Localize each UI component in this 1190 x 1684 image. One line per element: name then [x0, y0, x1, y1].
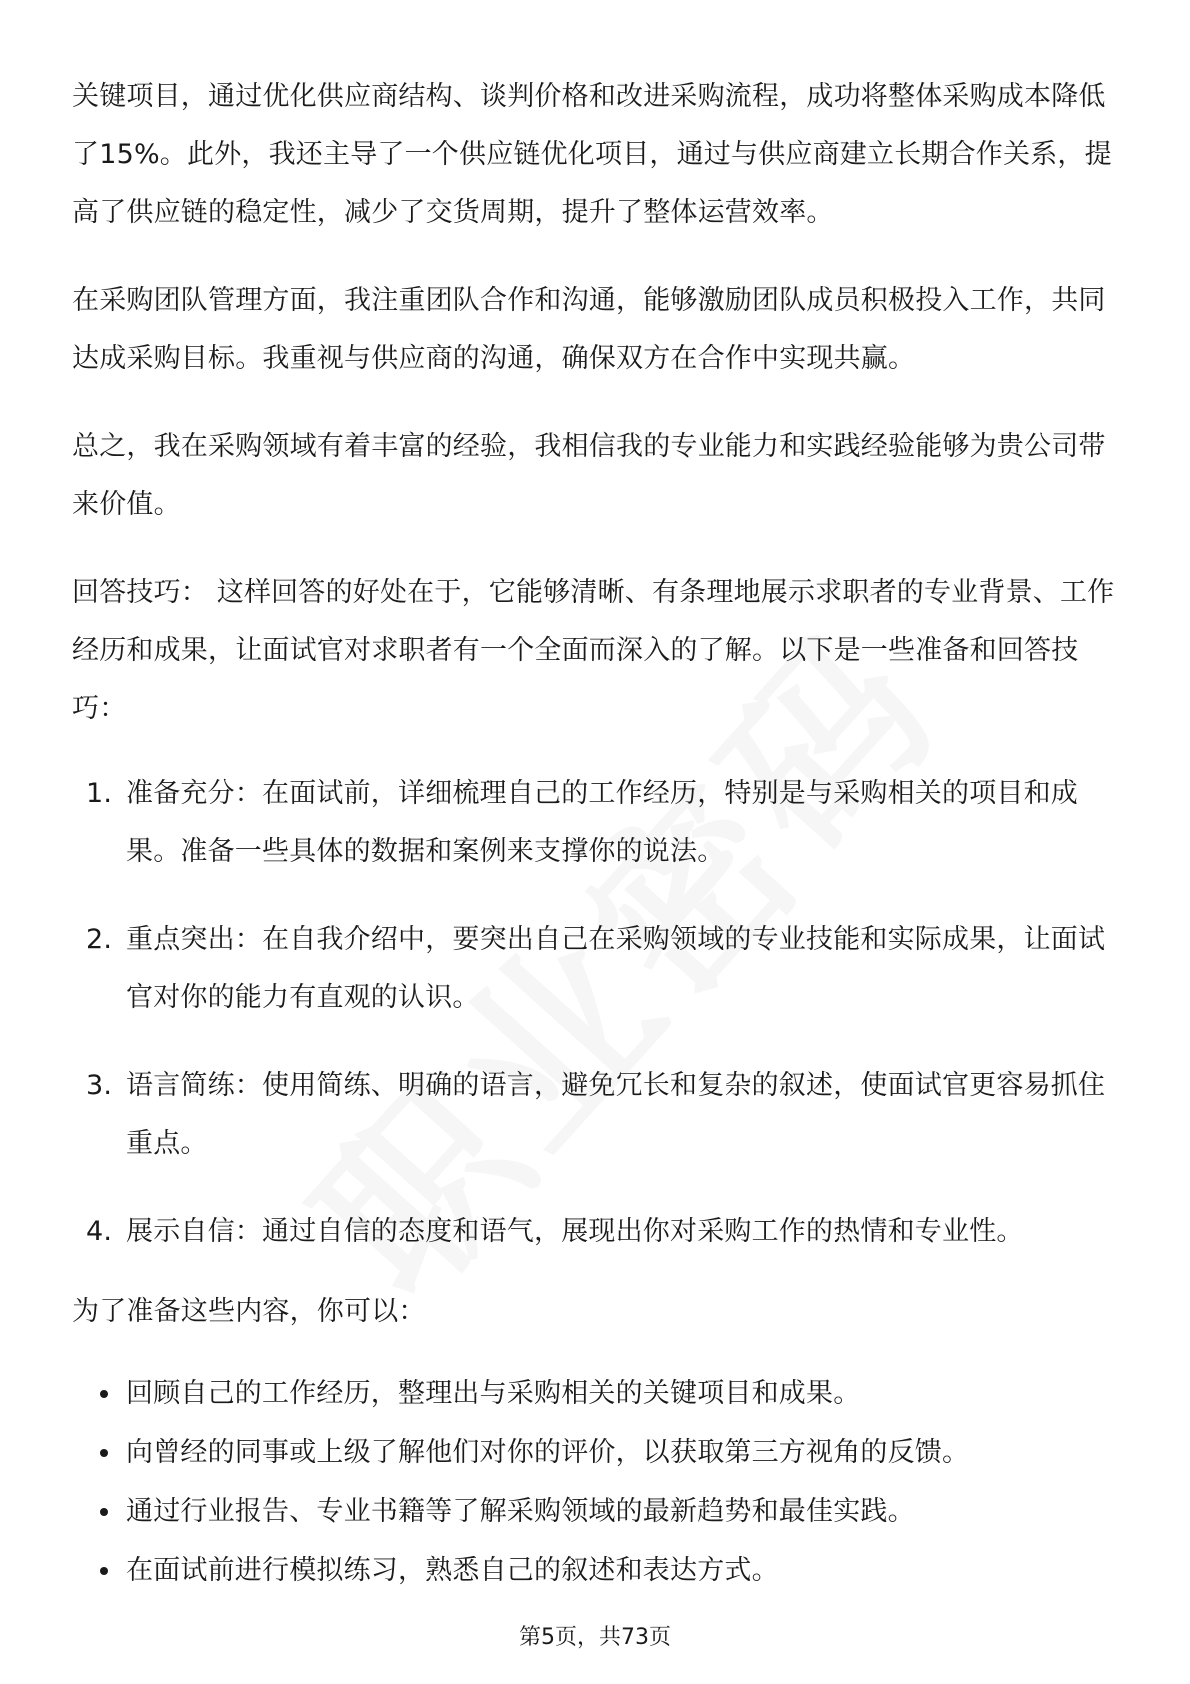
- prep-list: [72, 1365, 1122, 1600]
- tip-text: 重点突出：在自我介绍中，要突出自己在采购领域的专业技能和实际成果，让面试官对你的能力有直观的认识。: [126, 924, 1106, 1013]
- tip-item: [72, 911, 1122, 1027]
- prep-item: [72, 1365, 1122, 1423]
- paragraph-project-results: 关键项目，通过优化供应商结构、谈判价格和改进采购流程，成功将整体采购成本降低了15%。此外，我还主导了一个供应链优化项目，通过与供应商建立长期合作关系，提高了供应链的稳定性，减少了交货周期，提升了整体运营效率。: [72, 81, 1112, 228]
- tips-list: [72, 765, 1122, 1261]
- prep-item: [72, 1483, 1122, 1541]
- prep-item-text: 向曾经的同事或上级了解他们对你的评价，以获取第三方视角的反馈。: [126, 1437, 970, 1468]
- bullet-icon: [100, 1508, 108, 1516]
- page-number: 第5页，共73页: [519, 1625, 671, 1650]
- prep-item: [72, 1424, 1122, 1482]
- prep-intro: 为了准备这些内容，你可以：: [72, 1296, 426, 1327]
- tip-item: [72, 1057, 1122, 1173]
- paragraph-team-management: 在采购团队管理方面，我注重团队合作和沟通，能够激励团队成员积极投入工作，共同达成采购目标。我重视与供应商的沟通，确保双方在合作中实现共赢。: [72, 285, 1106, 374]
- prep-item-text: 回顾自己的工作经历，整理出与采购相关的关键项目和成果。: [126, 1378, 861, 1409]
- document-body: [72, 68, 1122, 1601]
- tip-text: 语言简练：使用简练、明确的语言，避免冗长和复杂的叙述，使面试官更容易抓住重点。: [126, 1070, 1106, 1159]
- tip-number: 1.: [86, 778, 113, 809]
- paragraph-conclusion: 总之，我在采购领域有着丰富的经验，我相信我的专业能力和实践经验能够为贵公司带来价值。: [72, 431, 1106, 520]
- bullet-icon: [100, 1390, 108, 1398]
- prep-item: [72, 1542, 1122, 1600]
- tip-number: 2.: [86, 924, 113, 955]
- tip-item: [72, 765, 1122, 881]
- prep-item-text: 在面试前进行模拟练习，熟悉自己的叙述和表达方式。: [126, 1555, 779, 1586]
- tip-number: 4.: [86, 1216, 113, 1247]
- bullet-icon: [100, 1449, 108, 1457]
- paragraph-answer-tips: 回答技巧： 这样回答的好处在于，它能够清晰、有条理地展示求职者的专业背景、工作经历和成果，让面试官对求职者有一个全面而深入的了解。以下是一些准备和回答技巧：: [72, 577, 1115, 724]
- tip-number: 3.: [86, 1070, 113, 1101]
- bullet-icon: [100, 1567, 108, 1575]
- tip-text: 准备充分：在面试前，详细梳理自己的工作经历，特别是与采购相关的项目和成果。准备一些具体的数据和案例来支撑你的说法。: [126, 778, 1078, 867]
- prep-item-text: 通过行业报告、专业书籍等了解采购领域的最新趋势和最佳实践。: [126, 1496, 915, 1527]
- tip-item: [72, 1203, 1122, 1261]
- tip-text: 展示自信：通过自信的态度和语气，展现出你对采购工作的热情和专业性。: [126, 1216, 1024, 1247]
